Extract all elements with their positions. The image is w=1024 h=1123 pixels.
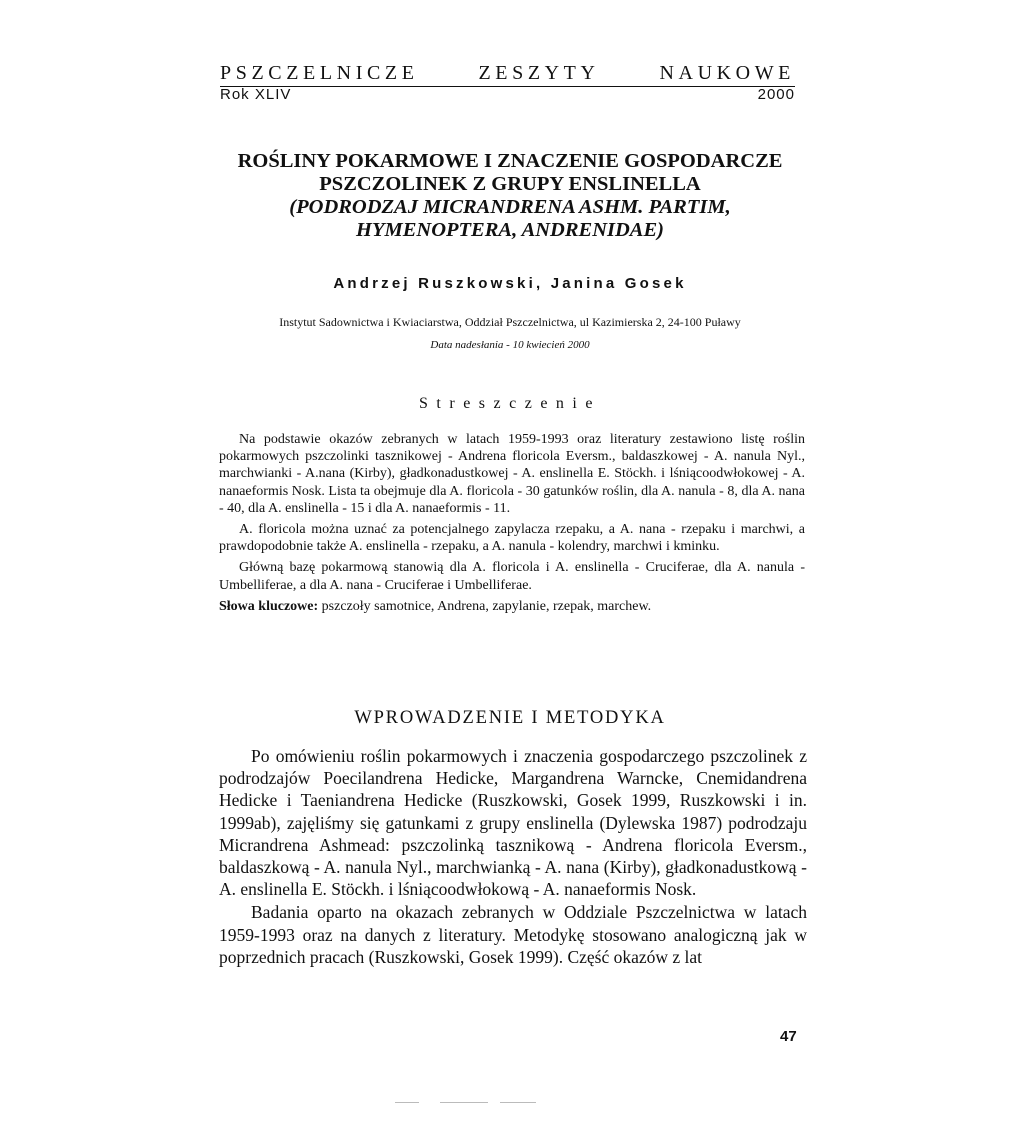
journal-word-2: ZESZYTY <box>478 62 600 84</box>
year-label: 2000 <box>757 86 795 103</box>
abstract-paragraph: Na podstawie okazów zebranych w latach 1959-1993 oraz literatury zestawiono listę roślin pokarmowych pszczolinki tasznikowej - Andrena floricola Eversm., baldaszkowej - A. nanula Nyl., marchwianki - A.nana (Kirby), gładkonadustkowej - A. enslinella E. Stöckh. i lśniącoodwłokowej - A. nanaeformis Nosk. Lista ta obejmuje dla A. floricola - 30 gatunków roślin, dla A. nanula - 8, dla A. nana - 40, dla A. enslinella - 15 i dla A. nanaeformis - 11. <box>219 432 805 516</box>
abstract-heading: Streszczenie <box>419 395 601 412</box>
volume-year-line <box>220 86 795 103</box>
keywords-text: pszczoły samotnice, Andrena, zapylanie, rzepak, marchew. <box>321 598 652 614</box>
abstract-paragraph: Główną bazę pokarmową stanowią dla A. floricola i A. enslinella - Cruciferae, dla A. nanula - Umbelliferae, a dla A. nana - Cruciferae i Umbelliferae. <box>219 560 805 593</box>
scan-artifact <box>500 1102 536 1103</box>
body-text <box>219 745 807 968</box>
body-paragraph: Badania oparto na okazach zebranych w Oddziale Pszczelnictwa w latach 1959-1993 oraz na danych z literatury. Metodykę stosowano analogiczną jak w poprzednich pracach (Ruszkowski, Gosek 1999). Część okazów z lat <box>219 902 807 967</box>
journal-word-3: NAUKOWE <box>659 62 795 84</box>
volume-label: Rok XLIV <box>220 86 292 103</box>
title-line-4: HYMENOPTERA, ANDRENIDAE) <box>356 219 664 241</box>
keywords-label: Słowa kluczowe: <box>219 598 319 614</box>
journal-word-1: PSZCZELNICZE <box>220 62 419 84</box>
received-date: Data nadesłania - 10 kwiecień 2000 <box>430 339 590 351</box>
section-heading: WPROWADZENIE I METODYKA <box>354 708 666 728</box>
authors: Andrzej Ruszkowski, Janina Gosek <box>333 275 687 292</box>
scan-artifact <box>395 1102 419 1103</box>
abstract <box>219 431 805 619</box>
title-line-3: (PODRODZAJ MICRANDRENA ASHM. PARTIM, <box>289 196 731 218</box>
keywords <box>219 598 805 615</box>
abstract-paragraph: A. floricola można uznać za potencjalnego zapylacza rzepaku, a A. nana - rzepaku i marchwi, a prawdopodobnie także A. enslinella - rzepaku, a A. nanula - kolendry, marchwi i kminku. <box>219 522 805 555</box>
title-line-2: PSZCZOLINEK Z GRUPY ENSLINELLA <box>319 173 701 195</box>
page-number: 47 <box>780 1028 797 1045</box>
affiliation: Instytut Sadownictwa i Kwiaciarstwa, Oddział Pszczelnictwa, ul Kazimierska 2, 24-100 Puławy <box>279 315 741 329</box>
scan-artifact <box>440 1102 488 1103</box>
article-title <box>200 150 820 242</box>
title-line-1: ROŚLINY POKARMOWE I ZNACZENIE GOSPODARCZE <box>237 150 783 172</box>
body-paragraph: Po omówieniu roślin pokarmowych i znaczenia gospodarczego pszczolinek z podrodzajów Poecilandrena Hedicke, Margandrena Warncke, Cnemidandrena Hedicke i Taeniandrena Hedicke (Ruszkowski, Gosek 1999, Ruszkowski i in. 1999ab), zajęliśmy się gatunkami z grupy enslinella (Dylewska 1987) podrodzaju Micrandrena Ashmead: pszczolinką tasznikową - Andrena floricola Eversm., baldaszkową - A. nanula Nyl., marchwianką - A. nana (Kirby), gładkonadustkową - A. enslinella E. Stöckh. i lśniącoodwłokową - A. nanaeformis Nosk. <box>219 746 807 900</box>
journal-name <box>220 62 795 87</box>
